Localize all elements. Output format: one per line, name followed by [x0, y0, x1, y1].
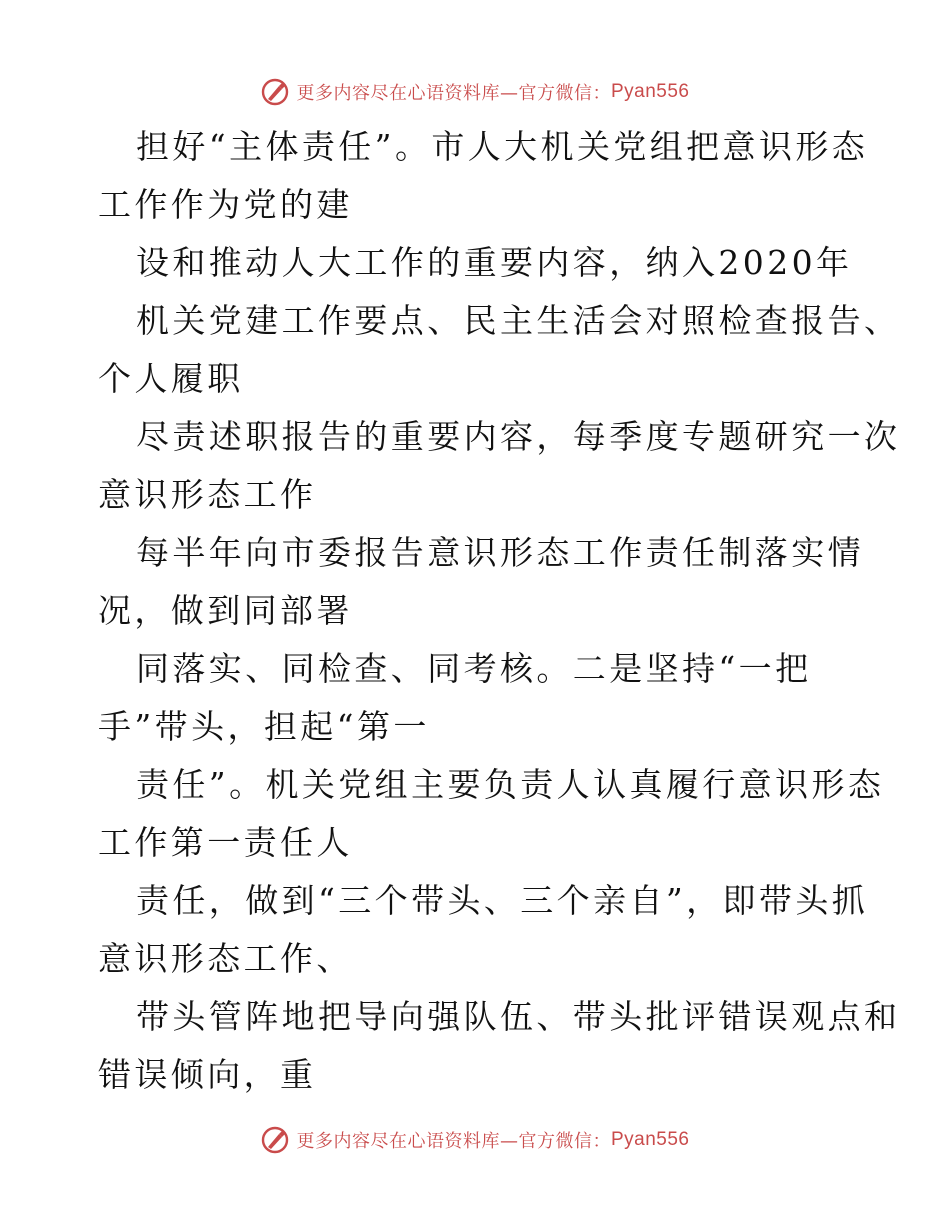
body-line-15: 意识形态工作、 — [98, 939, 353, 978]
body-line-16: 带头管阵地把导向强队伍、带头批评错误观点和 — [136, 997, 901, 1036]
body-line-1: 担好“主体责任”。市人大机关党组把意识形态 — [136, 127, 869, 166]
pen-logo-icon — [260, 77, 290, 107]
body-line-6: 尽责述职报告的重要内容，每季度专题研究一次 — [136, 417, 901, 456]
body-line-9: 况，做到同部署 — [98, 591, 353, 630]
body-line-4: 机关党建工作要点、民主生活会对照检查报告、 — [136, 301, 901, 340]
body-line-7: 意识形态工作 — [98, 475, 317, 514]
watermark-wechat-id: Pyan556 — [610, 1129, 690, 1150]
header-watermark — [0, 72, 950, 112]
body-line-13: 工作第一责任人 — [98, 823, 353, 862]
pen-logo-icon — [260, 1125, 290, 1155]
body-line-12: 责任”。机关党组主要负责人认真履行意识形态 — [136, 765, 885, 804]
body-line-5: 个人履职 — [98, 359, 244, 398]
watermark-wechat-id: Pyan556 — [610, 81, 690, 102]
body-line-3: 设和推动人大工作的重要内容，纳入2020年 — [136, 243, 853, 282]
body-line-17: 错误倾向，重 — [98, 1055, 317, 1094]
body-line-10: 同落实、同检查、同考核。二是坚持“一把 — [136, 649, 812, 688]
watermark-text: 更多内容尽在心语资料库—官方微信： — [296, 1131, 611, 1152]
document-body — [98, 118, 901, 1104]
footer-watermark — [0, 1120, 950, 1160]
body-line-2: 工作作为党的建 — [98, 185, 353, 224]
watermark-text: 更多内容尽在心语资料库—官方微信： — [296, 83, 611, 104]
body-line-11: 手”带头，担起“第一 — [98, 707, 430, 746]
body-line-8: 每半年向市委报告意识形态工作责任制落实情 — [136, 533, 864, 572]
body-line-14: 责任，做到“三个带头、三个亲自”，即带头抓 — [136, 881, 869, 920]
